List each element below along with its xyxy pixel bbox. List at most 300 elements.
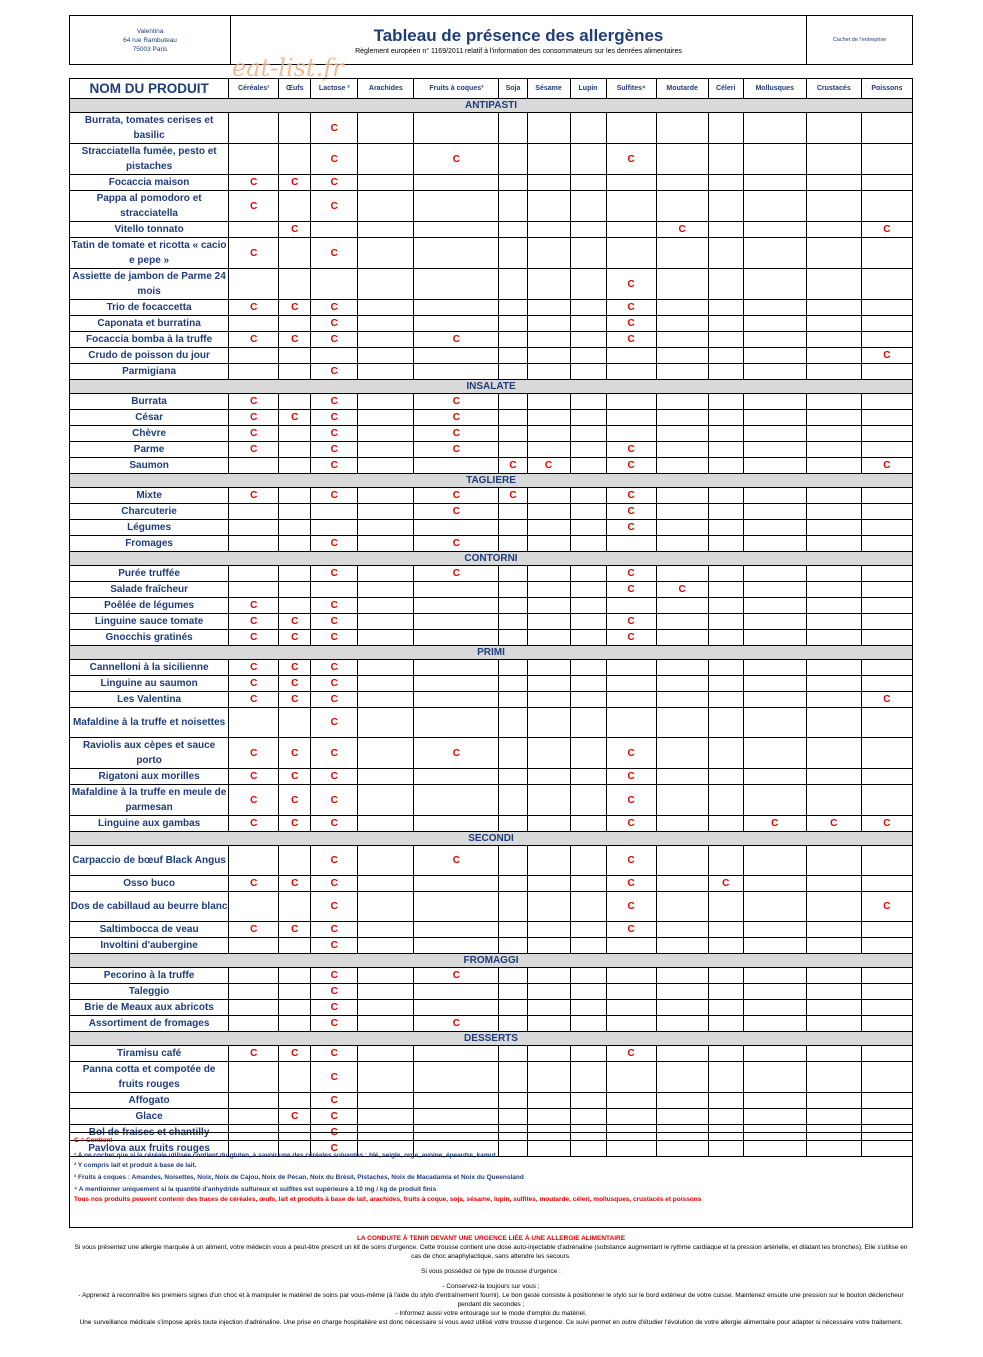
empty-cell bbox=[861, 300, 912, 316]
empty-cell bbox=[806, 410, 861, 426]
contains-mark: C bbox=[311, 536, 358, 552]
empty-cell bbox=[570, 442, 606, 458]
empty-cell bbox=[708, 410, 743, 426]
empty-cell bbox=[499, 614, 527, 630]
empty-cell bbox=[708, 520, 743, 536]
empty-cell bbox=[570, 364, 606, 380]
empty-cell bbox=[358, 238, 414, 269]
contains-mark: C bbox=[311, 769, 358, 785]
empty-cell bbox=[606, 692, 656, 708]
column-header-allergen: Crustacés bbox=[806, 79, 861, 99]
empty-cell bbox=[743, 458, 806, 474]
contains-mark: C bbox=[606, 332, 656, 348]
empty-cell bbox=[806, 348, 861, 364]
empty-cell bbox=[358, 968, 414, 984]
empty-cell bbox=[499, 442, 527, 458]
empty-cell bbox=[806, 175, 861, 191]
contains-mark: C bbox=[229, 922, 279, 938]
empty-cell bbox=[743, 238, 806, 269]
contains-mark: C bbox=[229, 191, 279, 222]
section-title: INSALATE bbox=[70, 380, 913, 394]
empty-cell bbox=[656, 984, 708, 1000]
empty-cell bbox=[708, 175, 743, 191]
empty-cell bbox=[499, 520, 527, 536]
contains-mark: C bbox=[311, 394, 358, 410]
product-name: Tatin de tomate et ricotta « cacio e pepe » bbox=[70, 238, 229, 269]
empty-cell bbox=[358, 504, 414, 520]
empty-cell bbox=[861, 984, 912, 1000]
empty-cell bbox=[527, 938, 570, 954]
empty-cell bbox=[606, 113, 656, 144]
empty-cell bbox=[708, 536, 743, 552]
empty-cell bbox=[229, 144, 279, 175]
empty-cell bbox=[527, 785, 570, 816]
table-row bbox=[70, 676, 913, 692]
empty-cell bbox=[358, 536, 414, 552]
contains-mark: C bbox=[229, 1046, 279, 1062]
empty-cell bbox=[358, 488, 414, 504]
table-row bbox=[70, 426, 913, 442]
contains-mark: C bbox=[229, 488, 279, 504]
empty-cell bbox=[656, 968, 708, 984]
empty-cell bbox=[656, 816, 708, 832]
empty-cell bbox=[570, 968, 606, 984]
watermark: eat-list.fr bbox=[232, 54, 344, 82]
empty-cell bbox=[570, 458, 606, 474]
empty-cell bbox=[499, 876, 527, 892]
empty-cell bbox=[279, 708, 311, 738]
empty-cell bbox=[656, 1093, 708, 1109]
empty-cell bbox=[806, 364, 861, 380]
table-row bbox=[70, 566, 913, 582]
empty-cell bbox=[606, 598, 656, 614]
column-header-allergen: Poissons bbox=[861, 79, 912, 99]
empty-cell bbox=[570, 938, 606, 954]
empty-cell bbox=[414, 630, 499, 646]
empty-cell bbox=[861, 876, 912, 892]
section-header-row bbox=[70, 832, 913, 846]
empty-cell bbox=[229, 520, 279, 536]
product-name: Linguine sauce tomate bbox=[70, 614, 229, 630]
empty-cell bbox=[499, 598, 527, 614]
contains-mark: C bbox=[606, 504, 656, 520]
empty-cell bbox=[806, 598, 861, 614]
emergency-title: LA CONDUITE À TENIR DEVANT UNE URGENCE LIÉE À UNE ALLERGIE ALIMENTAIRE bbox=[356, 1235, 626, 1242]
empty-cell bbox=[861, 938, 912, 954]
empty-cell bbox=[570, 1016, 606, 1032]
product-name: Linguine au saumon bbox=[70, 676, 229, 692]
empty-cell bbox=[708, 269, 743, 300]
empty-cell bbox=[279, 520, 311, 536]
empty-cell bbox=[708, 191, 743, 222]
empty-cell bbox=[499, 785, 527, 816]
table-row bbox=[70, 113, 913, 144]
contains-mark: C bbox=[414, 846, 499, 876]
empty-cell bbox=[806, 394, 861, 410]
empty-cell bbox=[743, 394, 806, 410]
empty-cell bbox=[499, 238, 527, 269]
empty-cell bbox=[708, 892, 743, 922]
empty-cell bbox=[861, 660, 912, 676]
product-name: Parme bbox=[70, 442, 229, 458]
emergency-section bbox=[69, 1234, 913, 1327]
empty-cell bbox=[229, 708, 279, 738]
empty-cell bbox=[570, 269, 606, 300]
empty-cell bbox=[527, 520, 570, 536]
contains-mark: C bbox=[806, 816, 861, 832]
empty-cell bbox=[708, 738, 743, 769]
empty-cell bbox=[570, 984, 606, 1000]
empty-cell bbox=[358, 922, 414, 938]
contains-mark: C bbox=[311, 410, 358, 426]
empty-cell bbox=[499, 191, 527, 222]
empty-cell bbox=[861, 1000, 912, 1016]
restaurant-address bbox=[70, 16, 231, 64]
empty-cell bbox=[570, 1093, 606, 1109]
empty-cell bbox=[358, 442, 414, 458]
empty-cell bbox=[806, 222, 861, 238]
empty-cell bbox=[570, 676, 606, 692]
product-name: Cannelloni à la sicilienne bbox=[70, 660, 229, 676]
empty-cell bbox=[656, 1062, 708, 1093]
contains-mark: C bbox=[606, 520, 656, 536]
contains-mark: C bbox=[311, 1141, 358, 1157]
table-row bbox=[70, 968, 913, 984]
empty-cell bbox=[743, 708, 806, 738]
contains-mark: C bbox=[311, 598, 358, 614]
column-header-allergen: Mollusques bbox=[743, 79, 806, 99]
contains-mark: C bbox=[229, 738, 279, 769]
contains-mark: C bbox=[311, 316, 358, 332]
section-header-row bbox=[70, 99, 913, 113]
empty-cell bbox=[806, 504, 861, 520]
contains-mark: C bbox=[311, 442, 358, 458]
contains-mark: C bbox=[414, 394, 499, 410]
empty-cell bbox=[279, 426, 311, 442]
empty-cell bbox=[606, 1093, 656, 1109]
empty-cell bbox=[806, 113, 861, 144]
empty-cell bbox=[279, 1062, 311, 1093]
empty-cell bbox=[499, 968, 527, 984]
empty-cell bbox=[499, 816, 527, 832]
contains-mark: C bbox=[414, 426, 499, 442]
empty-cell bbox=[527, 876, 570, 892]
contains-mark: C bbox=[606, 458, 656, 474]
empty-cell bbox=[499, 769, 527, 785]
empty-cell bbox=[570, 238, 606, 269]
product-name: Crudo de poisson du jour bbox=[70, 348, 229, 364]
empty-cell bbox=[358, 332, 414, 348]
contains-mark: C bbox=[606, 566, 656, 582]
empty-cell bbox=[527, 614, 570, 630]
contains-mark: C bbox=[606, 1046, 656, 1062]
empty-cell bbox=[570, 582, 606, 598]
table-row bbox=[70, 1062, 913, 1093]
table-body bbox=[70, 99, 913, 1157]
product-name: Focaccia maison bbox=[70, 175, 229, 191]
contains-mark: C bbox=[229, 442, 279, 458]
product-name: Mafaldine à la truffe et noisettes bbox=[70, 708, 229, 738]
empty-cell bbox=[229, 222, 279, 238]
empty-cell bbox=[656, 876, 708, 892]
product-name: Mafaldine à la truffe en meule de parmesan bbox=[70, 785, 229, 816]
contains-mark: C bbox=[311, 892, 358, 922]
empty-cell bbox=[570, 1062, 606, 1093]
empty-cell bbox=[358, 1062, 414, 1093]
empty-cell bbox=[806, 938, 861, 954]
empty-cell bbox=[414, 300, 499, 316]
empty-cell bbox=[527, 660, 570, 676]
empty-cell bbox=[527, 582, 570, 598]
empty-cell bbox=[656, 1109, 708, 1125]
contains-mark: C bbox=[311, 191, 358, 222]
empty-cell bbox=[229, 938, 279, 954]
empty-cell bbox=[656, 442, 708, 458]
contains-mark: C bbox=[311, 175, 358, 191]
empty-cell bbox=[229, 458, 279, 474]
empty-cell bbox=[861, 175, 912, 191]
empty-cell bbox=[570, 536, 606, 552]
empty-cell bbox=[606, 175, 656, 191]
product-name: Légumes bbox=[70, 520, 229, 536]
empty-cell bbox=[656, 394, 708, 410]
contains-mark: C bbox=[229, 332, 279, 348]
empty-cell bbox=[743, 332, 806, 348]
contains-mark: C bbox=[311, 938, 358, 954]
empty-cell bbox=[499, 738, 527, 769]
contains-mark: C bbox=[414, 504, 499, 520]
empty-cell bbox=[861, 968, 912, 984]
contains-mark: C bbox=[311, 1062, 358, 1093]
empty-cell bbox=[527, 1046, 570, 1062]
empty-cell bbox=[499, 1000, 527, 1016]
product-name: Gnocchis gratinés bbox=[70, 630, 229, 646]
empty-cell bbox=[806, 238, 861, 269]
empty-cell bbox=[358, 316, 414, 332]
table-row bbox=[70, 582, 913, 598]
table-row bbox=[70, 504, 913, 520]
empty-cell bbox=[279, 364, 311, 380]
empty-cell bbox=[570, 922, 606, 938]
contains-mark: C bbox=[414, 410, 499, 426]
empty-cell bbox=[806, 191, 861, 222]
empty-cell bbox=[279, 458, 311, 474]
empty-cell bbox=[708, 348, 743, 364]
product-name: Affogato bbox=[70, 1093, 229, 1109]
empty-cell bbox=[861, 1046, 912, 1062]
empty-cell bbox=[806, 769, 861, 785]
empty-cell bbox=[570, 332, 606, 348]
empty-cell bbox=[708, 676, 743, 692]
legend-note-2: ² Y compris lait et produit à base de lait. bbox=[74, 1162, 197, 1169]
contains-mark: C bbox=[606, 816, 656, 832]
product-name: Chèvre bbox=[70, 426, 229, 442]
contains-mark: C bbox=[279, 630, 311, 646]
table-row bbox=[70, 598, 913, 614]
empty-cell bbox=[414, 660, 499, 676]
empty-cell bbox=[527, 442, 570, 458]
contains-mark: C bbox=[606, 846, 656, 876]
empty-cell bbox=[414, 892, 499, 922]
emergency-p2: Si vous possédez ce type de trousse d'urgence : bbox=[421, 1268, 561, 1275]
empty-cell bbox=[414, 769, 499, 785]
legend-note-3: ³ Fruits à coques : Amandes, Noisettes, Noix, Noix de Cajou, Noix de Pécan, Noix du Brésil, Pistaches, Noix de Macadamia et Noix du Queensland bbox=[74, 1174, 524, 1181]
empty-cell bbox=[358, 1109, 414, 1125]
column-header-allergen: Lactose ² bbox=[311, 79, 358, 99]
contains-mark: C bbox=[229, 394, 279, 410]
empty-cell bbox=[806, 426, 861, 442]
empty-cell bbox=[861, 316, 912, 332]
product-name: Trio de focaccetta bbox=[70, 300, 229, 316]
empty-cell bbox=[570, 785, 606, 816]
contains-mark: C bbox=[311, 426, 358, 442]
empty-cell bbox=[358, 394, 414, 410]
empty-cell bbox=[806, 922, 861, 938]
product-name: Panna cotta et compotée de fruits rouges bbox=[70, 1062, 229, 1093]
product-name: Linguine aux gambas bbox=[70, 816, 229, 832]
empty-cell bbox=[527, 1062, 570, 1093]
empty-cell bbox=[527, 269, 570, 300]
table-row bbox=[70, 458, 913, 474]
product-name: Focaccia bomba à la truffe bbox=[70, 332, 229, 348]
empty-cell bbox=[527, 984, 570, 1000]
empty-cell bbox=[861, 630, 912, 646]
contains-mark: C bbox=[606, 922, 656, 938]
empty-cell bbox=[656, 488, 708, 504]
empty-cell bbox=[806, 676, 861, 692]
empty-cell bbox=[358, 222, 414, 238]
empty-cell bbox=[806, 1109, 861, 1125]
empty-cell bbox=[499, 692, 527, 708]
empty-cell bbox=[656, 300, 708, 316]
contains-mark: C bbox=[279, 1109, 311, 1125]
section-title: CONTORNI bbox=[70, 552, 913, 566]
table-row bbox=[70, 785, 913, 816]
empty-cell bbox=[743, 1093, 806, 1109]
page-title: Tableau de présence des allergènes bbox=[373, 25, 664, 45]
empty-cell bbox=[743, 598, 806, 614]
empty-cell bbox=[708, 504, 743, 520]
empty-cell bbox=[708, 222, 743, 238]
empty-cell bbox=[708, 1046, 743, 1062]
empty-cell bbox=[743, 922, 806, 938]
emergency-p1: Si vous présentez une allergie marquée à un aliment, votre médecin vous a peut-être prescrit un kit de soins d'urgence. Cette trousse contient une dose auto-injectable d'adrénaline (substance augmentant le rythme cardiaque et la pression artérielle, et dilatant les bronches). Elle s'utilise en cas de choc anaphylactique, sans attendre les secours. bbox=[74, 1244, 908, 1260]
empty-cell bbox=[606, 364, 656, 380]
empty-cell bbox=[708, 426, 743, 442]
empty-cell bbox=[358, 676, 414, 692]
empty-cell bbox=[527, 238, 570, 269]
empty-cell bbox=[499, 113, 527, 144]
empty-cell bbox=[656, 238, 708, 269]
empty-cell bbox=[708, 442, 743, 458]
empty-cell bbox=[861, 846, 912, 876]
empty-cell bbox=[656, 630, 708, 646]
empty-cell bbox=[527, 426, 570, 442]
contains-mark: C bbox=[414, 1016, 499, 1032]
contains-mark: C bbox=[606, 442, 656, 458]
column-header-allergen: Fruits à coques³ bbox=[414, 79, 499, 99]
empty-cell bbox=[499, 504, 527, 520]
table-row bbox=[70, 1000, 913, 1016]
section-title: SECONDI bbox=[70, 832, 913, 846]
empty-cell bbox=[311, 269, 358, 300]
contains-mark: C bbox=[229, 410, 279, 426]
empty-cell bbox=[606, 968, 656, 984]
empty-cell bbox=[414, 922, 499, 938]
empty-cell bbox=[229, 536, 279, 552]
contains-mark: C bbox=[279, 175, 311, 191]
empty-cell bbox=[606, 708, 656, 738]
empty-cell bbox=[708, 1062, 743, 1093]
empty-cell bbox=[708, 1000, 743, 1016]
empty-cell bbox=[414, 269, 499, 300]
empty-cell bbox=[861, 566, 912, 582]
empty-cell bbox=[656, 785, 708, 816]
contains-mark: C bbox=[499, 488, 527, 504]
table-row bbox=[70, 348, 913, 364]
empty-cell bbox=[570, 738, 606, 769]
contains-mark: C bbox=[861, 892, 912, 922]
table-row bbox=[70, 738, 913, 769]
product-name: Taleggio bbox=[70, 984, 229, 1000]
empty-cell bbox=[708, 332, 743, 348]
empty-cell bbox=[311, 222, 358, 238]
table-row bbox=[70, 488, 913, 504]
contains-mark: C bbox=[279, 300, 311, 316]
empty-cell bbox=[656, 692, 708, 708]
contains-mark: C bbox=[311, 144, 358, 175]
empty-cell bbox=[414, 191, 499, 222]
empty-cell bbox=[806, 614, 861, 630]
empty-cell bbox=[743, 426, 806, 442]
table-row bbox=[70, 938, 913, 954]
contains-mark: C bbox=[279, 769, 311, 785]
contains-mark: C bbox=[311, 300, 358, 316]
empty-cell bbox=[743, 785, 806, 816]
page-subtitle: Règlement européen n° 1169/2011 relatif à l'information des consommateurs sur les denrées alimentaires bbox=[355, 47, 682, 55]
empty-cell bbox=[358, 458, 414, 474]
empty-cell bbox=[806, 458, 861, 474]
empty-cell bbox=[527, 144, 570, 175]
empty-cell bbox=[527, 348, 570, 364]
product-name: Poêlée de légumes bbox=[70, 598, 229, 614]
empty-cell bbox=[708, 238, 743, 269]
contains-mark: C bbox=[606, 892, 656, 922]
empty-cell bbox=[358, 191, 414, 222]
empty-cell bbox=[743, 348, 806, 364]
empty-cell bbox=[708, 144, 743, 175]
empty-cell bbox=[570, 660, 606, 676]
empty-cell bbox=[708, 614, 743, 630]
empty-cell bbox=[499, 1016, 527, 1032]
empty-cell bbox=[743, 364, 806, 380]
legend-note-1: ¹ A ne cocher que si la céréale utilisée contient du gluten, à savoir une des céréales suivantes : blé, seigle, orge, avoine, épeautre, kamut bbox=[74, 1152, 496, 1159]
product-name: Saumon bbox=[70, 458, 229, 474]
empty-cell bbox=[527, 676, 570, 692]
empty-cell bbox=[229, 1016, 279, 1032]
empty-cell bbox=[414, 348, 499, 364]
contains-mark: C bbox=[229, 660, 279, 676]
empty-cell bbox=[499, 332, 527, 348]
product-name: Burrata, tomates cerises et basilic bbox=[70, 113, 229, 144]
contains-mark: C bbox=[606, 300, 656, 316]
empty-cell bbox=[708, 458, 743, 474]
empty-cell bbox=[499, 348, 527, 364]
contains-mark: C bbox=[606, 269, 656, 300]
contains-mark: C bbox=[606, 876, 656, 892]
empty-cell bbox=[743, 630, 806, 646]
empty-cell bbox=[656, 846, 708, 876]
